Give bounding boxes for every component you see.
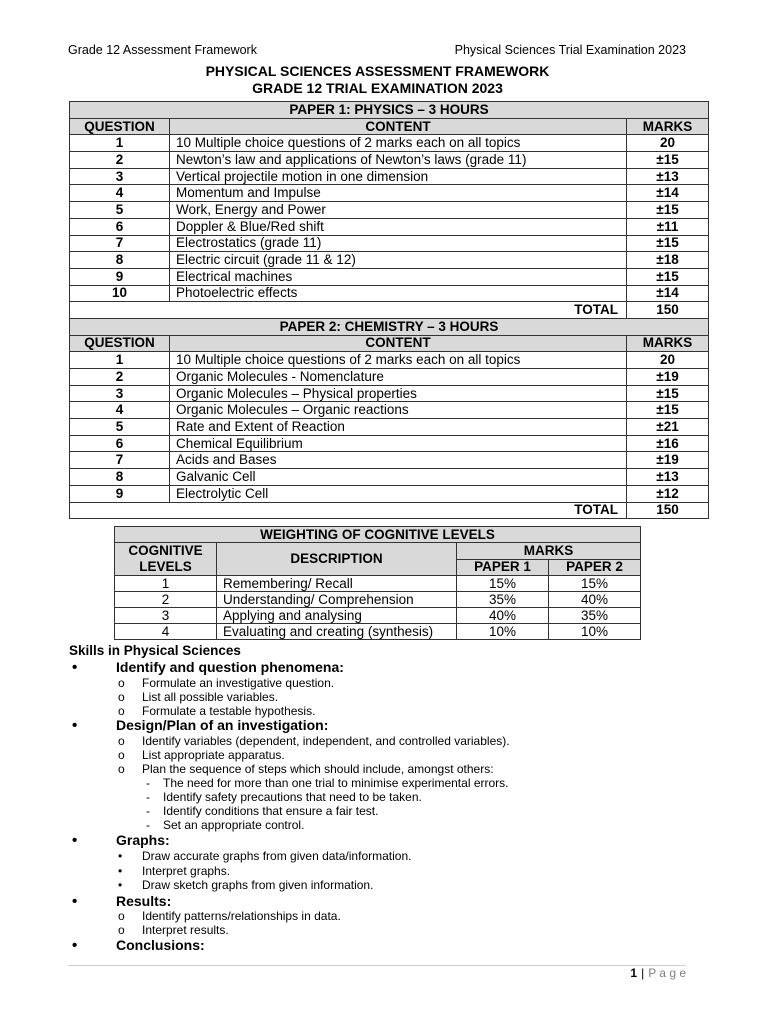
- circle-marker: o: [118, 762, 125, 776]
- table-row: [70, 218, 709, 235]
- footer-divider: [68, 965, 686, 966]
- table-row: [115, 576, 641, 592]
- table-row: [70, 485, 709, 502]
- question-number: 8: [70, 252, 170, 269]
- question-content: Electrical machines: [170, 268, 627, 285]
- table-row: [70, 202, 709, 219]
- dot-marker: •: [118, 849, 123, 863]
- paper2-total-row: [70, 502, 709, 519]
- question-number: 2: [70, 369, 170, 386]
- dot-marker: •: [118, 878, 123, 892]
- list-item-text: Formulate a testable hypothesis.: [142, 704, 316, 718]
- cognitive-description: Remembering/ Recall: [217, 576, 457, 592]
- total-marks: 150: [627, 502, 709, 519]
- question-marks: 20: [627, 352, 709, 369]
- list-item: [118, 923, 229, 937]
- list-item-text: Identify variables (dependent, independent, and controlled variables).: [142, 734, 510, 748]
- question-marks: ±14: [627, 185, 709, 202]
- cognitive-level: 4: [115, 624, 217, 640]
- cognitive-level: 3: [115, 608, 217, 624]
- table-row: [70, 285, 709, 302]
- circle-marker: o: [118, 676, 125, 690]
- list-item-text: Plan the sequence of steps which should include, amongst others:: [142, 762, 494, 776]
- paper1-column-header-row: [70, 118, 709, 135]
- question-marks: ±15: [627, 152, 709, 169]
- page-label: P a g e: [648, 966, 686, 980]
- question-content: 10 Multiple choice questions of 2 marks each on all topics: [170, 135, 627, 152]
- running-header-left: Grade 12 Assessment Framework: [68, 43, 257, 57]
- bullet-marker: •: [72, 659, 78, 676]
- question-number: 4: [70, 185, 170, 202]
- table-row: [70, 252, 709, 269]
- list-item-text: Interpret graphs.: [142, 864, 231, 878]
- question-marks: ±21: [627, 419, 709, 436]
- circle-marker: o: [118, 704, 125, 718]
- dash-marker: -: [146, 776, 150, 790]
- cognitive-levels-table: [114, 526, 641, 640]
- marks-column-header: MARKS: [627, 118, 709, 135]
- paper1-heading: PAPER 1: PHYSICS – 3 HOURS: [70, 102, 709, 119]
- dash-marker: -: [146, 790, 150, 804]
- sub-list-item-text: Set an appropriate control.: [163, 818, 305, 832]
- table-row: [70, 402, 709, 419]
- total-marks: 150: [627, 302, 709, 319]
- sub-list-item: [146, 790, 422, 804]
- table-row: [70, 385, 709, 402]
- description-header: DESCRIPTION: [217, 543, 457, 576]
- bullet-marker: •: [72, 937, 78, 954]
- paper1-weight: 15%: [457, 576, 549, 592]
- skill-group-title: [72, 717, 328, 734]
- circle-marker: o: [118, 909, 125, 923]
- question-marks: ±15: [627, 402, 709, 419]
- cognitive-column-header-row: [115, 543, 641, 560]
- list-item-text: Draw sketch graphs from given information.: [142, 878, 374, 892]
- paper2-weight: 35%: [549, 608, 641, 624]
- question-number: 1: [70, 352, 170, 369]
- question-content: Organic Molecules - Nomenclature: [170, 369, 627, 386]
- paper1-header: PAPER 1: [457, 559, 549, 576]
- question-number: 4: [70, 402, 170, 419]
- question-content: Work, Energy and Power: [170, 202, 627, 219]
- document-title: PHYSICAL SCIENCES ASSESSMENT FRAMEWORK: [205, 63, 550, 79]
- circle-marker: o: [118, 690, 125, 704]
- question-marks: ±18: [627, 252, 709, 269]
- list-item: [118, 748, 285, 762]
- paper1-heading-row: [70, 102, 709, 119]
- question-number: 3: [70, 385, 170, 402]
- marks-column-header: MARKS: [627, 335, 709, 352]
- skill-group-label: Results:: [116, 893, 172, 909]
- question-marks: ±14: [627, 285, 709, 302]
- question-marks: ±13: [627, 469, 709, 486]
- sub-list-item-text: The need for more than one trial to minimise experimental errors.: [163, 776, 509, 790]
- list-item-text: List appropriate apparatus.: [142, 748, 285, 762]
- question-marks: ±15: [627, 385, 709, 402]
- question-marks: ±15: [627, 235, 709, 252]
- list-item-text: Interpret results.: [142, 923, 229, 937]
- question-marks: ±15: [627, 268, 709, 285]
- question-content: Electrolytic Cell: [170, 485, 627, 502]
- question-column-header: QUESTION: [70, 335, 170, 352]
- cognitive-description: Evaluating and creating (synthesis): [217, 624, 457, 640]
- paper2-weight: 10%: [549, 624, 641, 640]
- page-number: 1: [630, 966, 638, 980]
- table-row: [70, 185, 709, 202]
- question-content: Galvanic Cell: [170, 469, 627, 486]
- question-content: Electric circuit (grade 11 & 12): [170, 252, 627, 269]
- question-content: Newton’s law and applications of Newton’s laws (grade 11): [170, 152, 627, 169]
- cognitive-heading-row: [115, 527, 641, 543]
- table-row: [70, 152, 709, 169]
- question-content: Doppler & Blue/Red shift: [170, 218, 627, 235]
- skill-group-title: [72, 832, 170, 849]
- sub-list-item: [146, 804, 378, 818]
- question-number: 6: [70, 218, 170, 235]
- list-item: [118, 762, 494, 776]
- list-item: [118, 878, 373, 892]
- total-label: TOTAL: [70, 502, 627, 519]
- dot-marker: •: [118, 864, 123, 878]
- question-marks: ±19: [627, 452, 709, 469]
- sub-list-item: [146, 776, 509, 790]
- paper2-column-header-row: [70, 335, 709, 352]
- sub-list-item: [146, 818, 304, 832]
- list-item: [118, 864, 230, 878]
- skill-group-label: Graphs:: [116, 832, 170, 848]
- question-marks: ±19: [627, 369, 709, 386]
- question-content: 10 Multiple choice questions of 2 marks each on all topics: [170, 352, 627, 369]
- table-row: [115, 592, 641, 608]
- table-row: [70, 435, 709, 452]
- list-item-text: List all possible variables.: [142, 690, 279, 704]
- skill-group-label: Identify and question phenomena:: [116, 659, 344, 675]
- total-label: TOTAL: [70, 302, 627, 319]
- content-column-header: CONTENT: [170, 335, 627, 352]
- question-marks: ±13: [627, 168, 709, 185]
- table-row: [70, 268, 709, 285]
- question-marks: 20: [627, 135, 709, 152]
- question-marks: ±11: [627, 218, 709, 235]
- question-number: 9: [70, 485, 170, 502]
- circle-marker: o: [118, 748, 125, 762]
- bullet-marker: •: [72, 893, 78, 910]
- question-number: 5: [70, 202, 170, 219]
- question-number: 9: [70, 268, 170, 285]
- skills-heading: Skills in Physical Sciences: [69, 643, 241, 658]
- paper-framework-table: [69, 101, 709, 519]
- list-item: [118, 690, 278, 704]
- dash-marker: -: [146, 804, 150, 818]
- document-subtitle: GRADE 12 TRIAL EXAMINATION 2023: [252, 80, 503, 96]
- circle-marker: o: [118, 923, 125, 937]
- question-number: 7: [70, 235, 170, 252]
- running-header-right: Physical Sciences Trial Examination 2023: [454, 43, 686, 57]
- question-number: 2: [70, 152, 170, 169]
- question-content: Rate and Extent of Reaction: [170, 419, 627, 436]
- sub-list-item-text: Identify safety precautions that need to be taken.: [163, 790, 422, 804]
- list-item: [118, 909, 341, 923]
- cognitive-description: Applying and analysing: [217, 608, 457, 624]
- circle-marker: o: [118, 734, 125, 748]
- skill-group-title: [72, 937, 205, 954]
- list-item-text: Formulate an investigative question.: [142, 676, 335, 690]
- cognitive-heading: WEIGHTING OF COGNITIVE LEVELS: [115, 527, 641, 543]
- list-item: [118, 676, 334, 690]
- paper2-weight: 40%: [549, 592, 641, 608]
- cognitive-level: 1: [115, 576, 217, 592]
- table-row: [70, 469, 709, 486]
- skill-group-label: Design/Plan of an investigation:: [116, 717, 329, 733]
- cognitive-level: 2: [115, 592, 217, 608]
- page-footer: [630, 966, 686, 981]
- question-content: Momentum and Impulse: [170, 185, 627, 202]
- bullet-marker: •: [72, 717, 78, 734]
- question-number: 8: [70, 469, 170, 486]
- paper2-heading: PAPER 2: CHEMISTRY – 3 HOURS: [70, 318, 709, 335]
- list-item-text: Draw accurate graphs from given data/information.: [142, 849, 412, 863]
- table-row: [115, 608, 641, 624]
- list-item: [118, 849, 411, 863]
- table-row: [70, 352, 709, 369]
- table-row: [70, 135, 709, 152]
- cognitive-description: Understanding/ Comprehension: [217, 592, 457, 608]
- marks-header: MARKS: [457, 543, 641, 560]
- question-content: Organic Molecules – Organic reactions: [170, 402, 627, 419]
- paper1-weight: 10%: [457, 624, 549, 640]
- question-number: 10: [70, 285, 170, 302]
- question-marks: ±15: [627, 202, 709, 219]
- paper2-heading-row: [70, 318, 709, 335]
- skill-group-title: [72, 893, 171, 910]
- page-separator: |: [641, 966, 645, 980]
- table-row: [70, 419, 709, 436]
- skill-group-label: Conclusions:: [116, 937, 205, 953]
- list-item-text: Identify patterns/relationships in data.: [142, 909, 341, 923]
- question-column-header: QUESTION: [70, 118, 170, 135]
- table-row: [70, 369, 709, 386]
- cognitive-levels-header: COGNITIVE LEVELS: [115, 543, 217, 576]
- paper1-total-row: [70, 302, 709, 319]
- question-content: Vertical projectile motion in one dimension: [170, 168, 627, 185]
- question-marks: ±12: [627, 485, 709, 502]
- table-row: [70, 452, 709, 469]
- question-content: Chemical Equilibrium: [170, 435, 627, 452]
- table-row: [70, 168, 709, 185]
- content-column-header: CONTENT: [170, 118, 627, 135]
- question-content: Electrostatics (grade 11): [170, 235, 627, 252]
- bullet-marker: •: [72, 832, 78, 849]
- paper1-weight: 35%: [457, 592, 549, 608]
- list-item: [118, 734, 510, 748]
- paper2-header: PAPER 2: [549, 559, 641, 576]
- sub-list-item-text: Identify conditions that ensure a fair test.: [163, 804, 379, 818]
- dash-marker: -: [146, 818, 150, 832]
- question-marks: ±16: [627, 435, 709, 452]
- skill-group-title: [72, 659, 344, 676]
- question-content: Photoelectric effects: [170, 285, 627, 302]
- paper2-weight: 15%: [549, 576, 641, 592]
- question-content: Organic Molecules – Physical properties: [170, 385, 627, 402]
- question-number: 1: [70, 135, 170, 152]
- table-row: [115, 624, 641, 640]
- question-content: Acids and Bases: [170, 452, 627, 469]
- question-number: 7: [70, 452, 170, 469]
- list-item: [118, 704, 315, 718]
- table-row: [70, 235, 709, 252]
- question-number: 3: [70, 168, 170, 185]
- paper1-weight: 40%: [457, 608, 549, 624]
- question-number: 6: [70, 435, 170, 452]
- question-number: 5: [70, 419, 170, 436]
